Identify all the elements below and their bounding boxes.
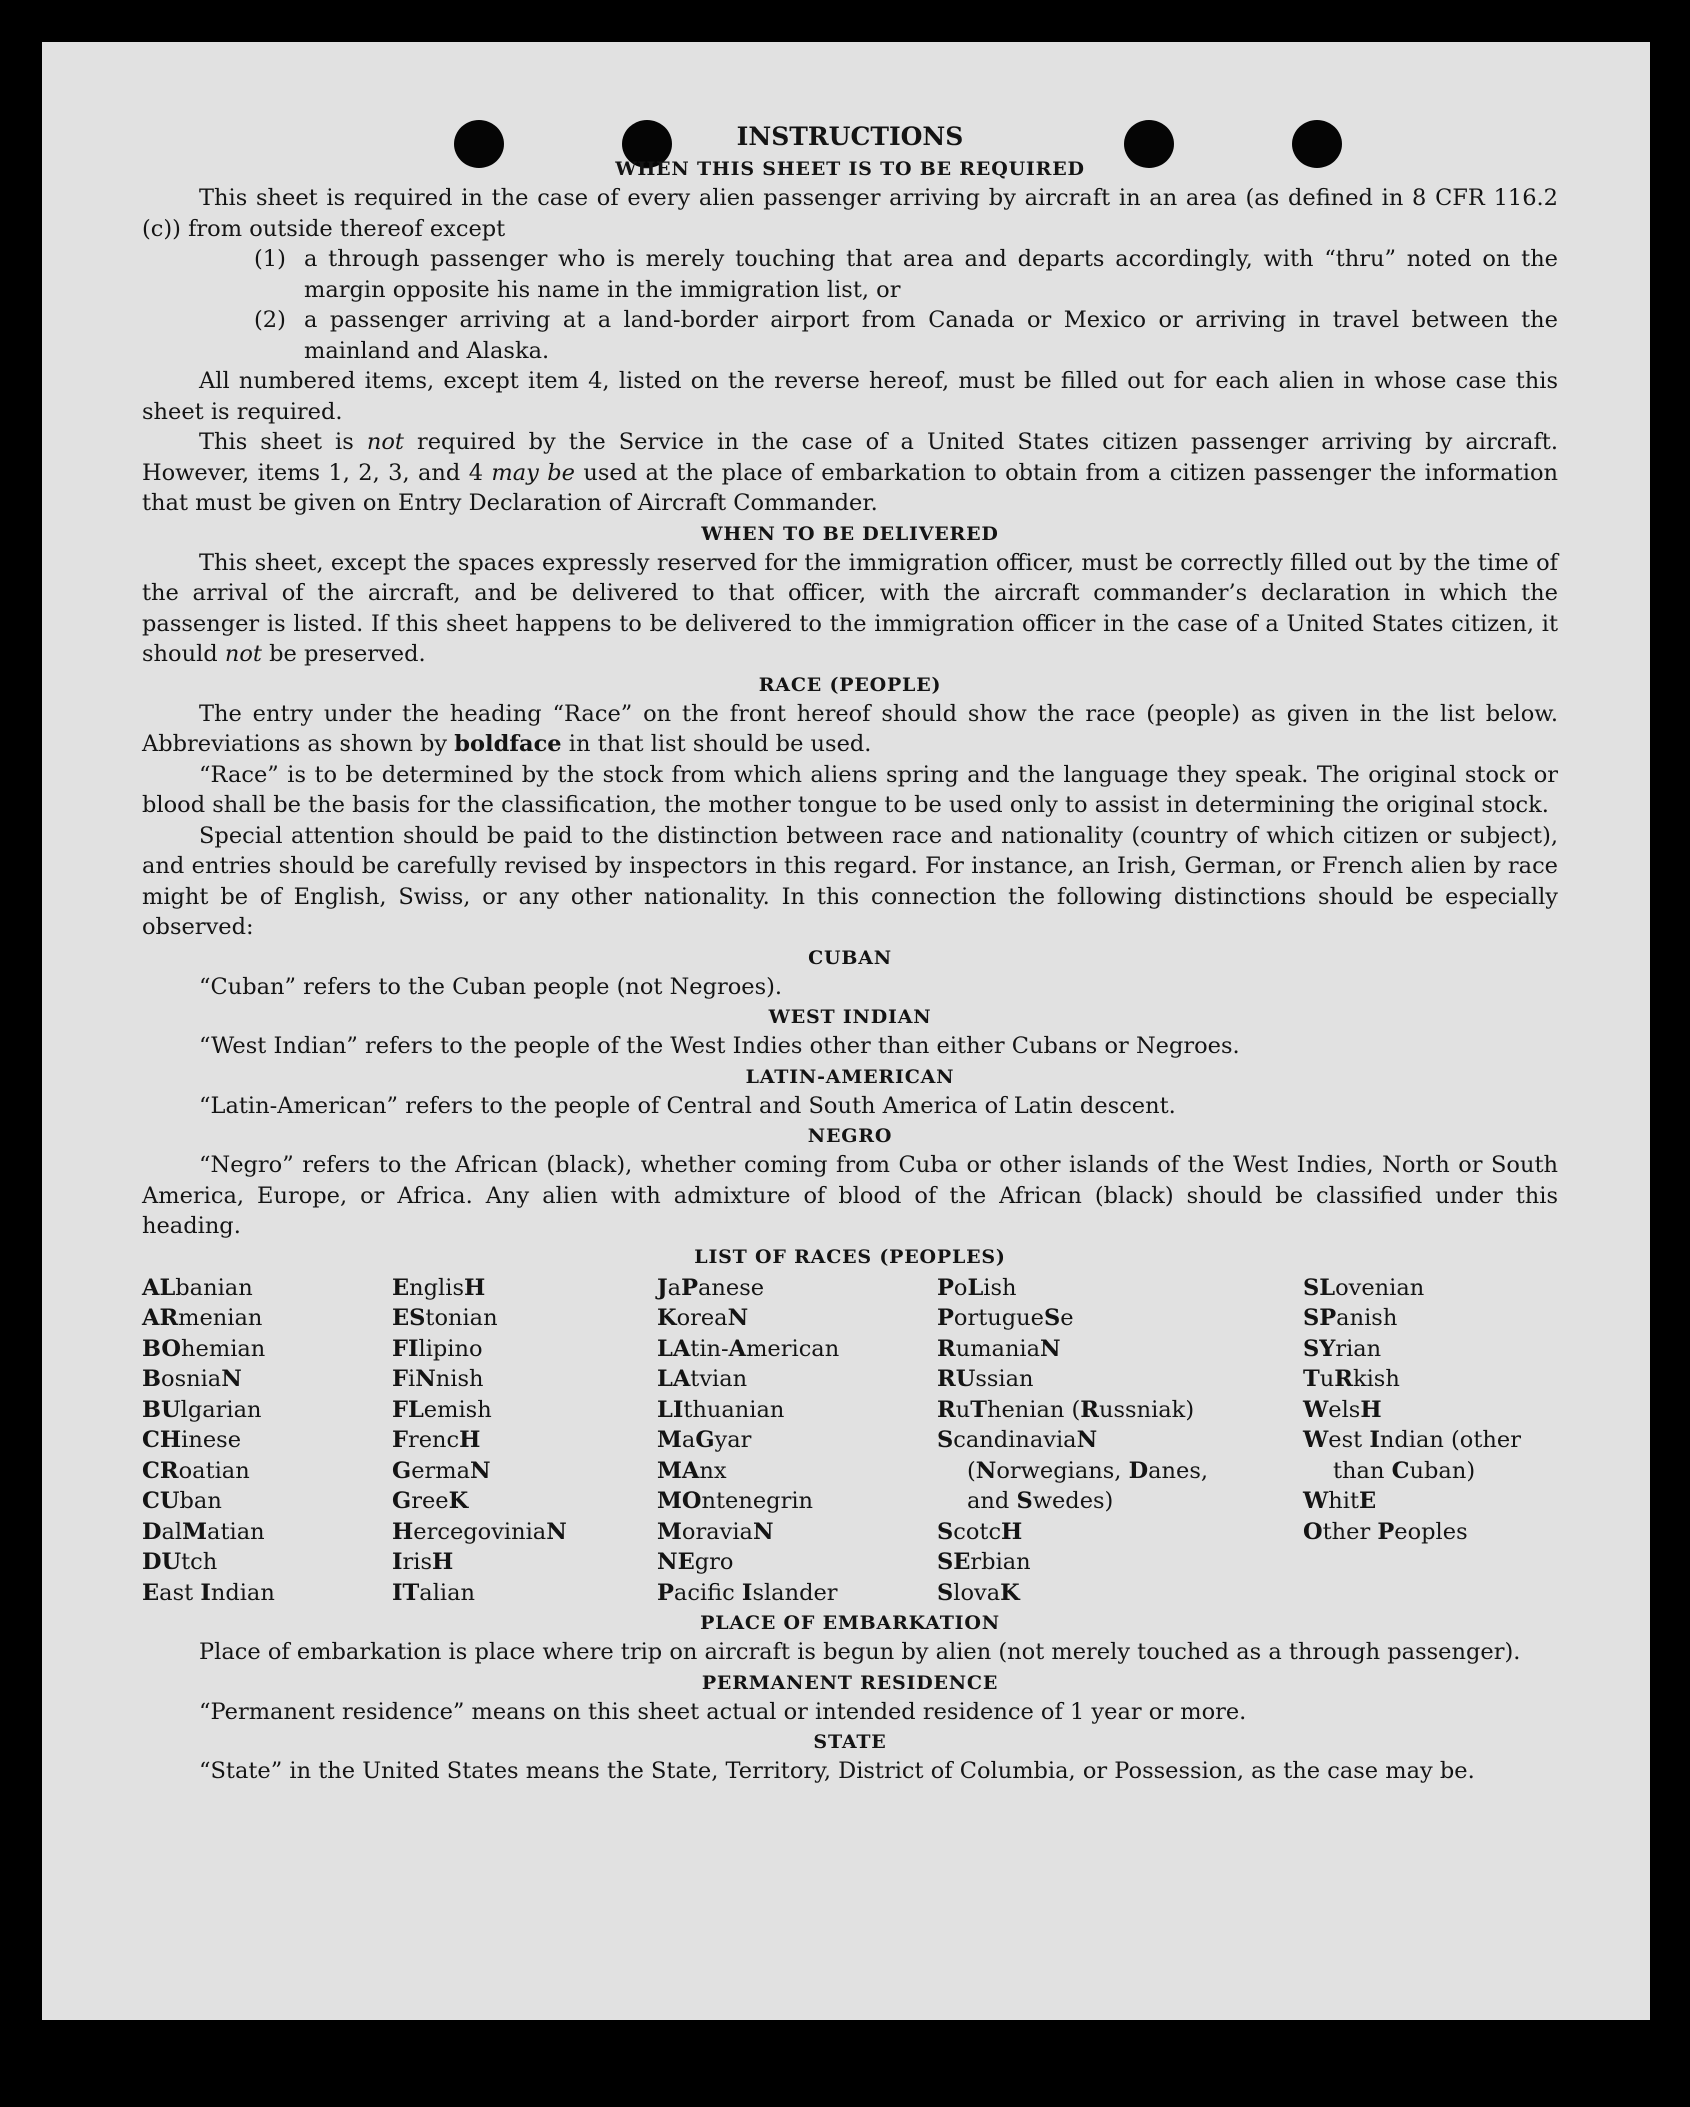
race-entry: IrisH [392,1549,454,1575]
list-item [142,305,1558,366]
race-entry: CRoatian [142,1457,250,1484]
list-item [142,244,1558,305]
race-entry: SPanish [1303,1305,1398,1331]
races-list [142,1273,1558,1609]
emphasis-text: not [366,429,404,455]
paragraph: “State” in the United States means the State, Territory, District of Columbia, or Possession, as the case may be. [199,1758,1475,1784]
section-heading: WHEN TO BE DELIVERED [701,522,999,545]
section-heading: RACE (PEOPLE) [758,673,942,696]
paragraph: “Negro” refers to the African (black), whether coming from Cuba or other islands of the West Indies, North or South America, Europe, or Africa. Any alien with admixture of blood of the African (black) should be classified under this heading. [142,1152,1558,1239]
race-entry: SLovenian [1303,1274,1425,1301]
section-heading: LIST OF RACES (PEOPLES) [694,1245,1006,1268]
item-text: a passenger arriving at a land-border airport from Canada or Mexico or arriving in travel between the mainland and Alaska. [304,307,1558,364]
race-entry: RuThenian (Russniak) [937,1396,1195,1423]
race-entry: FrencH [392,1427,481,1453]
race-entry: LAtvian [657,1366,748,1392]
race-entry: BosniaN [142,1366,242,1392]
races-column [657,1273,937,1609]
section-heading: STATE [813,1731,887,1753]
race-entry: ScandinaviaN (Norwegians, Danes, and Swedes) [937,1427,1209,1514]
race-entry: LIthuanian [657,1396,785,1423]
race-entry: FiNnish [392,1366,484,1392]
race-entry: TuRkish [1303,1366,1400,1392]
race-entry: SYrian [1303,1335,1382,1362]
section-heading: CUBAN [808,946,892,969]
paragraph: This sheet is required in the case of every alien passenger arriving by aircraft in an area (as defined in 8 CFR 116.2 (c)) from outside thereof except [142,185,1558,242]
section-heading: PERMANENT RESIDENCE [701,1671,999,1694]
paragraph: Place of embarkation is place where trip on aircraft is begun by alien (not merely touched as a through passenger). [199,1639,1521,1665]
paragraph [142,699,1558,760]
paragraph: “Race” is to be determined by the stock from which aliens spring and the language they speak. The original stock or blood shall be the basis for the classification, the mother tongue to be used only to assist in determining the original stock. [142,761,1558,818]
race-entry: PortugueSe [937,1305,1074,1331]
item-number: (2) [254,307,286,333]
race-entry: KoreaN [657,1305,749,1331]
race-entry: ITalian [392,1579,475,1606]
race-entry: ARmenian [142,1305,263,1331]
emphasis-text: not [224,641,262,667]
section-heading: WHEN THIS SHEET IS TO BE REQUIRED [615,158,1085,180]
paragraph: All numbered items, except item 4, listed on the reverse hereof, must be filled out for each alien in whose case this sheet is required. [142,368,1558,425]
race-entry: MoraviaN [657,1518,774,1545]
race-entry: FIlipino [392,1335,483,1362]
race-entry: BUlgarian [142,1396,262,1423]
race-entry: ScotcH [937,1518,1023,1545]
item-text: a through passenger who is merely touching that area and departs accordingly, with “thru” noted on the margin opposite his name in the immigration list, or [304,246,1558,303]
races-column [142,1273,392,1609]
paragraph: “Permanent residence” means on this sheet actual or intended residence of 1 year or more. [199,1698,1247,1725]
page-title: INSTRUCTIONS [736,122,964,151]
section-heading: NEGRO [807,1125,893,1147]
race-entry: FLemish [392,1396,492,1423]
race-entry: MAnx [657,1457,727,1484]
races-column [1303,1273,1558,1609]
text-run: required by the Service in the case of a United States citizen passenger arriving by aircraft. However, items 1, 2, 3, and 4 [142,429,1558,486]
text-run: This sheet, except the spaces expressly reserved for the immigration officer, must be correctly filled out by the time of the arrival of the aircraft, and be delivered to that officer, with the aircraft commander’s declaration in which the passenger is listed. If this sheet happens to be delivered to the immigration officer in the case of a United States citizen, it should [142,549,1558,667]
emphasis-text: may be [491,459,575,486]
race-entry: CHinese [142,1427,242,1453]
bold-text: boldface [454,731,562,757]
paragraph: “Cuban” refers to the Cuban people (not Negroes). [199,973,783,1000]
document-sheet [42,42,1650,2020]
text-run: The entry under the heading “Race” on the front hereof should show the race (people) as given in the list below. Abbreviations as shown by [142,700,1558,757]
race-entry: DUtch [142,1549,218,1575]
race-entry: BOhemian [142,1335,266,1362]
race-entry: GermaN [392,1457,491,1484]
text-run: be preserved. [261,641,426,667]
race-entry: WelsH [1303,1396,1382,1423]
section-heading: WEST INDIAN [768,1006,932,1028]
race-entry: GreeK [392,1488,469,1514]
race-entry: EnglisH [392,1274,486,1301]
race-entry: ALbanian [142,1274,253,1301]
section-heading: PLACE OF EMBARKATION [700,1612,1000,1634]
race-entry: CUban [142,1488,222,1514]
race-entry: Other Peoples [1303,1518,1468,1545]
paragraph: “West Indian” refers to the people of the West Indies other than either Cubans or Negroes. [199,1033,1240,1059]
races-column [937,1273,1303,1609]
paragraph: Special attention should be paid to the distinction between race and nationality (country of which citizen or subject), and entries should be carefully revised by inspectors in this regard. For instance, an Irish, German, or French alien by race might be of English, Swiss, or any other nationality. In this connection the following distinctions should be especially observed: [142,822,1558,940]
race-entry: PoLish [937,1274,1017,1301]
race-entry: SlovaK [937,1579,1020,1606]
races-column [392,1273,657,1609]
race-entry: West Indian (other than Cuban) [1303,1427,1521,1484]
race-entry: EStonian [392,1305,498,1331]
text-run: in that list should be used. [561,731,872,757]
race-entry: RumaniaN [937,1335,1061,1362]
text-run: This sheet is [199,429,367,455]
paragraph [142,427,1558,519]
item-number: (1) [254,246,286,272]
race-entry: JaPanese [657,1274,765,1301]
race-entry: MOntenegrin [657,1488,814,1514]
race-entry: Pacific Islander [657,1579,838,1606]
race-entry: HercegoviniaN [392,1518,567,1545]
race-entry: MaGyar [657,1427,752,1453]
race-entry: RUssian [937,1366,1034,1392]
instructions-content [142,120,1558,1787]
paragraph: “Latin-American” refers to the people of Central and South America of Latin descent. [199,1092,1176,1119]
race-entry: SErbian [937,1549,1031,1575]
paragraph [142,548,1558,670]
race-entry: NEgro [657,1549,734,1575]
section-heading: LATIN-AMERICAN [745,1065,955,1088]
race-entry: LAtin-American [657,1335,840,1362]
race-entry: WhitE [1303,1488,1377,1514]
text-run: used at the place of embarkation to obtain from a citizen passenger the information that must be given on Entry Declaration of Aircraft Commander. [142,459,1558,516]
race-entry: East Indian [142,1579,275,1606]
race-entry: DalMatian [142,1518,265,1545]
